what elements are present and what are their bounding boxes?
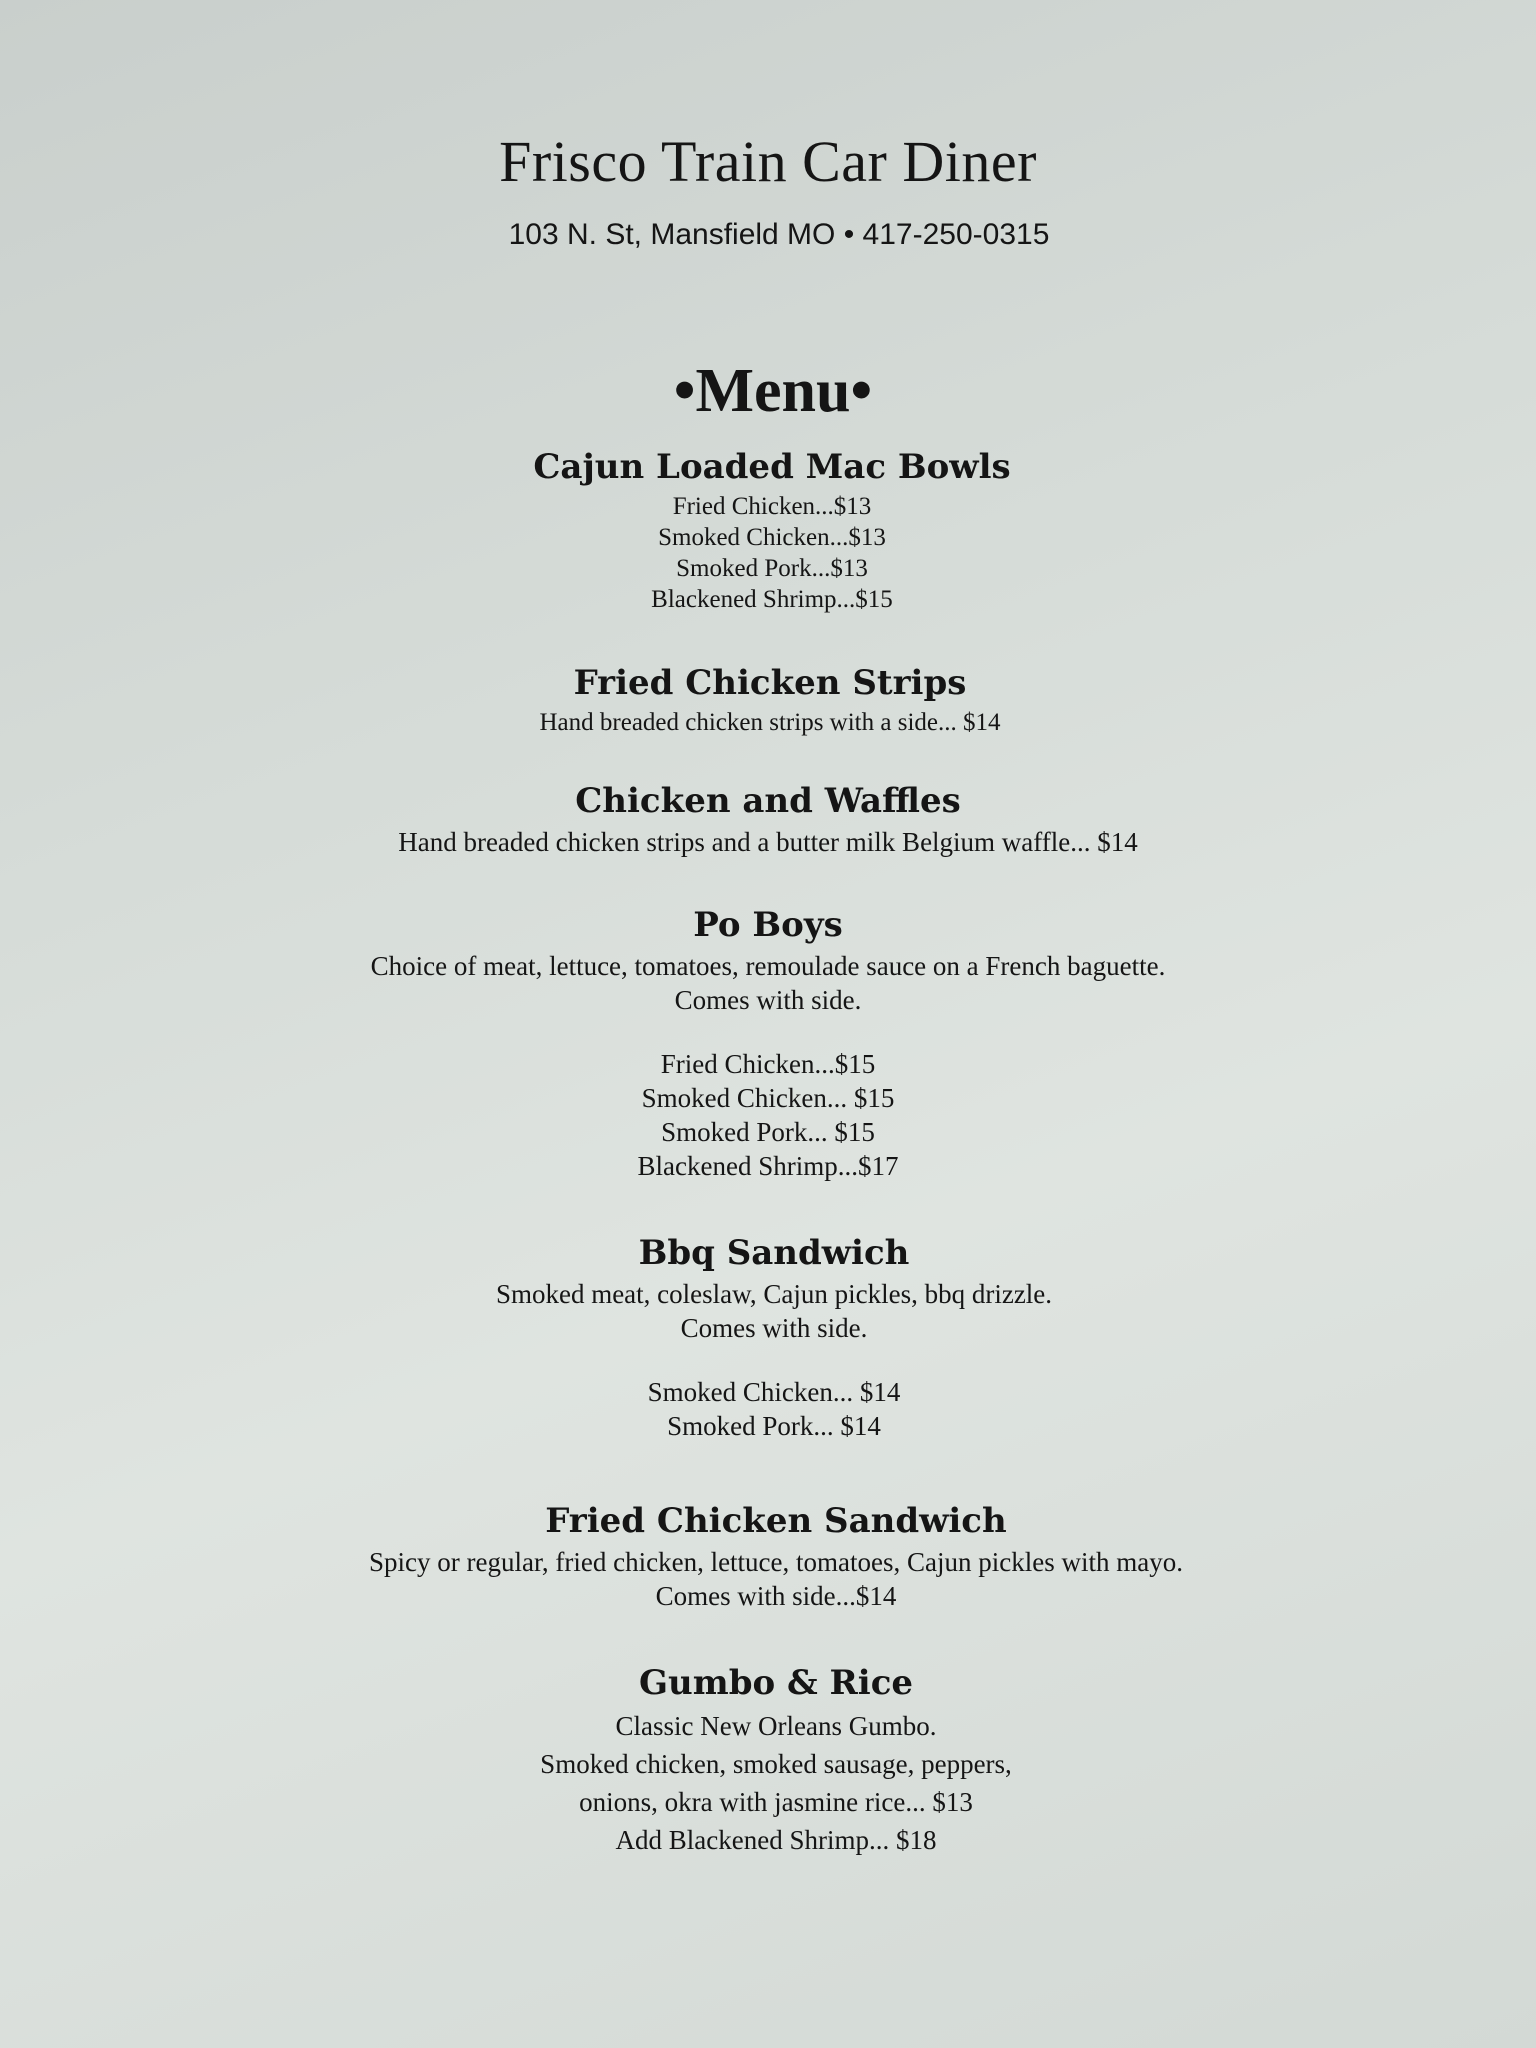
section-gumbo-rice <box>0 1664 1536 1859</box>
section-chicken-strips <box>0 664 1536 738</box>
menu-item: Smoked Pork... $14 <box>667 1411 881 1442</box>
section-description: Smoked meat, coleslaw, Cajun pickles, bbq drizzle. <box>495 1279 1053 1310</box>
section-title: Gumbo & Rice <box>638 1663 914 1703</box>
menu-item: Add Blackened Shrimp... $18 <box>615 1825 937 1856</box>
section-po-boys <box>0 906 1536 1183</box>
menu-item: Hand breaded chicken strips with a side... $14 <box>539 709 1001 737</box>
section-mac-bowls <box>0 448 1536 615</box>
menu-item: onions, okra with jasmine rice... $13 <box>579 1787 973 1818</box>
section-description: Choice of meat, lettuce, tomatoes, remoulade sauce on a French baguette. <box>370 951 1166 982</box>
menu-item: Smoked Chicken... $14 <box>647 1377 901 1408</box>
section-description: Comes with side. <box>680 1313 868 1344</box>
menu-item: Spicy or regular, fried chicken, lettuce, tomatoes, Cajun pickles with mayo. <box>369 1547 1183 1578</box>
section-fried-chicken-sandwich <box>0 1502 1536 1613</box>
menu-item: Smoked Pork... $15 <box>661 1117 875 1148</box>
menu-item: Fried Chicken...$13 <box>672 493 872 521</box>
menu-heading: •Menu• <box>673 357 873 425</box>
restaurant-address: 103 N. St, Mansfield MO • 417-250-0315 <box>508 218 1050 251</box>
section-title: Fried Chicken Strips <box>573 663 967 703</box>
menu-item: Smoked chicken, smoked sausage, peppers, <box>540 1749 1012 1780</box>
menu-item: Hand breaded chicken strips and a butter milk Belgium waffle... $14 <box>398 827 1138 858</box>
menu-item: Smoked Chicken...$13 <box>658 524 886 552</box>
menu-item: Blackened Shrimp...$17 <box>637 1151 899 1182</box>
section-bbq-sandwich <box>0 1234 1536 1443</box>
section-chicken-waffles <box>0 782 1536 859</box>
menu-item: Blackened Shrimp...$15 <box>651 586 893 614</box>
section-title: Chicken and Waffles <box>575 781 961 821</box>
menu-item: Classic New Orleans Gumbo. <box>615 1711 937 1742</box>
menu-item: Smoked Pork...$13 <box>676 555 868 583</box>
restaurant-name: Frisco Train Car Diner <box>499 129 1037 194</box>
section-title: Po Boys <box>693 905 843 945</box>
section-title: Fried Chicken Sandwich <box>545 1501 1007 1541</box>
menu-item: Comes with side...$14 <box>655 1581 897 1612</box>
section-description: Comes with side. <box>674 985 862 1016</box>
section-title: Cajun Loaded Mac Bowls <box>533 447 1011 487</box>
menu-item: Smoked Chicken... $15 <box>641 1083 895 1114</box>
section-title: Bbq Sandwich <box>638 1233 910 1273</box>
menu-item: Fried Chicken...$15 <box>660 1049 876 1080</box>
